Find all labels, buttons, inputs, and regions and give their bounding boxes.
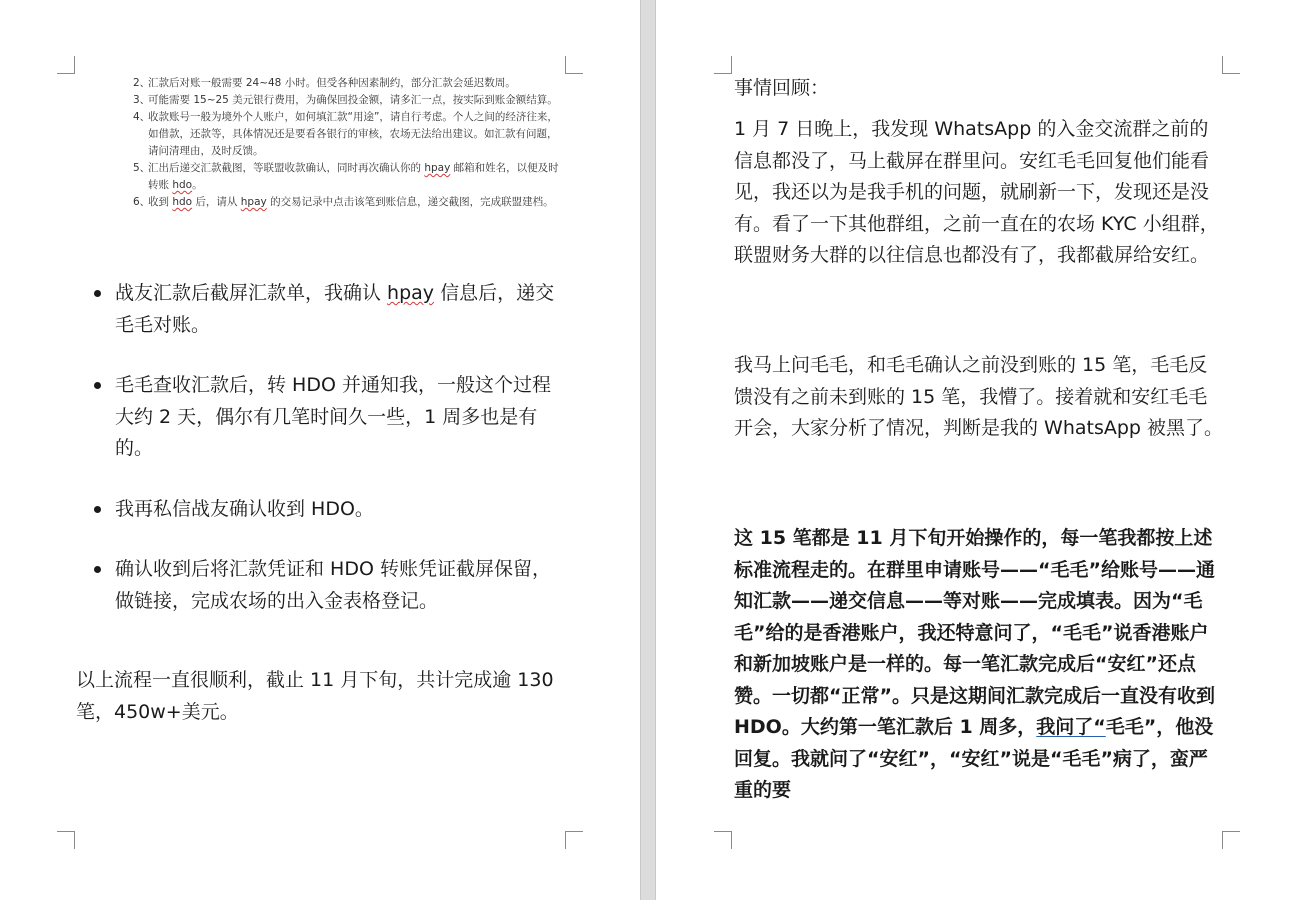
paragraph-text: 毛毛”，他没回复。我就问了“安红”，“安红”说是“毛毛”病了，蛮严重的要 (734, 716, 1214, 801)
process-bullet-list (94, 278, 564, 646)
page-gutter (640, 0, 656, 900)
crop-mark-bottom-left (57, 831, 75, 849)
crop-mark-top-left (714, 56, 732, 74)
crop-mark-top-right (1222, 56, 1240, 74)
bullet-text: 确认收到后将汇款凭证和 HDO 转账凭证截屏保留，做链接，完成农场的出入金表格登记。 (115, 558, 551, 612)
spellcheck-word[interactable]: hpay (387, 282, 435, 304)
crop-mark-top-right (565, 56, 583, 74)
spellcheck-word[interactable]: hpay (424, 162, 451, 174)
list-item-text: 的交易记录中点击该笔到账信息，递交截图，完成联盟建档。 (266, 196, 554, 208)
crop-mark-bottom-right (1222, 831, 1240, 849)
crop-mark-bottom-right (565, 831, 583, 849)
paragraph-text: 这 15 笔都是 11 月下旬开始操作的，每一笔我都按上述标准流程走的。在群里申请账号——“毛毛”给账号——通知汇款——递交信息——等对账——完成填表。因为“毛毛”给的是香港账户，我还特意问了，“毛毛”说香港账户和新加坡账户是一样的。每一笔汇款完成后“安红”还点赞。一切都“正常”。只是这期间汇款完成后一直没有收到 HDO。大约第一笔汇款后 1 周多， (734, 527, 1215, 738)
list-item-text: 可能需要 15~25 美元银行费用，为确保回投金额，请多汇一点，按实际到账金额结算。 (148, 94, 558, 106)
list-item (133, 160, 563, 194)
paragraph: 1 月 7 日晚上，我发现 WhatsApp 的入金交流群之前的信息都没了，马上截屏在群里问。安红毛毛回复他们能看见，我还以为是我手机的问题，就刷新一下，发现还是没有。看了一下其他群组，之前一直在的农场 KYC 小组群，联盟财务大群的以往信息也都没有了，我都截屏给安红。 (734, 118, 1219, 266)
list-item (133, 109, 563, 160)
list-number: 4、 (133, 111, 151, 123)
spellcheck-word[interactable]: hpay (240, 196, 267, 208)
list-item-text: 汇出后递交汇款截图，等联盟收款确认，同时再次确认你的 (148, 162, 425, 174)
bullet-item (94, 278, 564, 341)
bullet-text: 我再私信战友确认收到 HDO。 (115, 497, 374, 520)
list-number: 2、 (133, 77, 151, 89)
bullet-item (94, 554, 564, 617)
list-item-text: 邮箱和姓名，以便及时转账 (148, 162, 559, 191)
list-number: 6、 (133, 196, 151, 208)
list-item-text: 。 (192, 179, 203, 191)
numbered-instructions-list (133, 75, 563, 211)
summary-paragraph: 以上流程一直很顺利，截止 11 月下旬，共计完成逾 130 笔，450w+美元。 (76, 669, 554, 723)
paragraph: 我马上问毛毛，和毛毛确认之前没到账的 15 笔，毛毛反馈没有之前未到账的 15 笔，我懵了。接着就和安红毛毛开会，大家分析了情况，判断是我的 WhatsApp 被黑了。 (734, 354, 1224, 439)
list-item-text: 后，请从 (192, 196, 241, 208)
spellcheck-word[interactable]: hdo (172, 179, 193, 191)
list-item-text: 收款账号一般为境外个人账户，如何填汇款“用途”，请自行考虑。个人之间的经济往来，如借款，还款等，具体情况还是要看各银行的审核，农场无法给出建议。如汇款有问题，请问清理由，及时反馈。 (148, 111, 558, 157)
spellcheck-word[interactable]: hdo (172, 196, 193, 208)
list-item (133, 75, 563, 92)
bullet-text: 毛毛查收汇款后，转 HDO 并通知我，一般这个过程大约 2 天，偶尔有几笔时间久一些，1 周多也是有的。 (115, 374, 551, 459)
list-item (133, 92, 563, 109)
list-item-text: 汇款后对账一般需要 24~48 小时。但受各种因素制约，部分汇款会延迟数周。 (148, 77, 516, 89)
document-page-left (0, 0, 640, 900)
bold-paragraph (734, 523, 1226, 807)
bullet-text: 战友汇款后截屏汇款单，我确认 (115, 282, 388, 304)
crop-mark-top-left (57, 56, 75, 74)
bullet-item (94, 370, 564, 465)
list-number: 5、 (133, 162, 151, 174)
bullet-item (94, 494, 564, 526)
crop-mark-bottom-left (714, 831, 732, 849)
list-number: 3、 (133, 94, 151, 106)
underlined-text[interactable]: 我问了“ (1036, 716, 1106, 738)
list-item (133, 194, 563, 211)
list-item-text: 收到 (148, 196, 173, 208)
bullet-text: 信息后，递交毛毛对账。 (115, 282, 555, 336)
section-heading: 事情回顾： (734, 77, 830, 99)
